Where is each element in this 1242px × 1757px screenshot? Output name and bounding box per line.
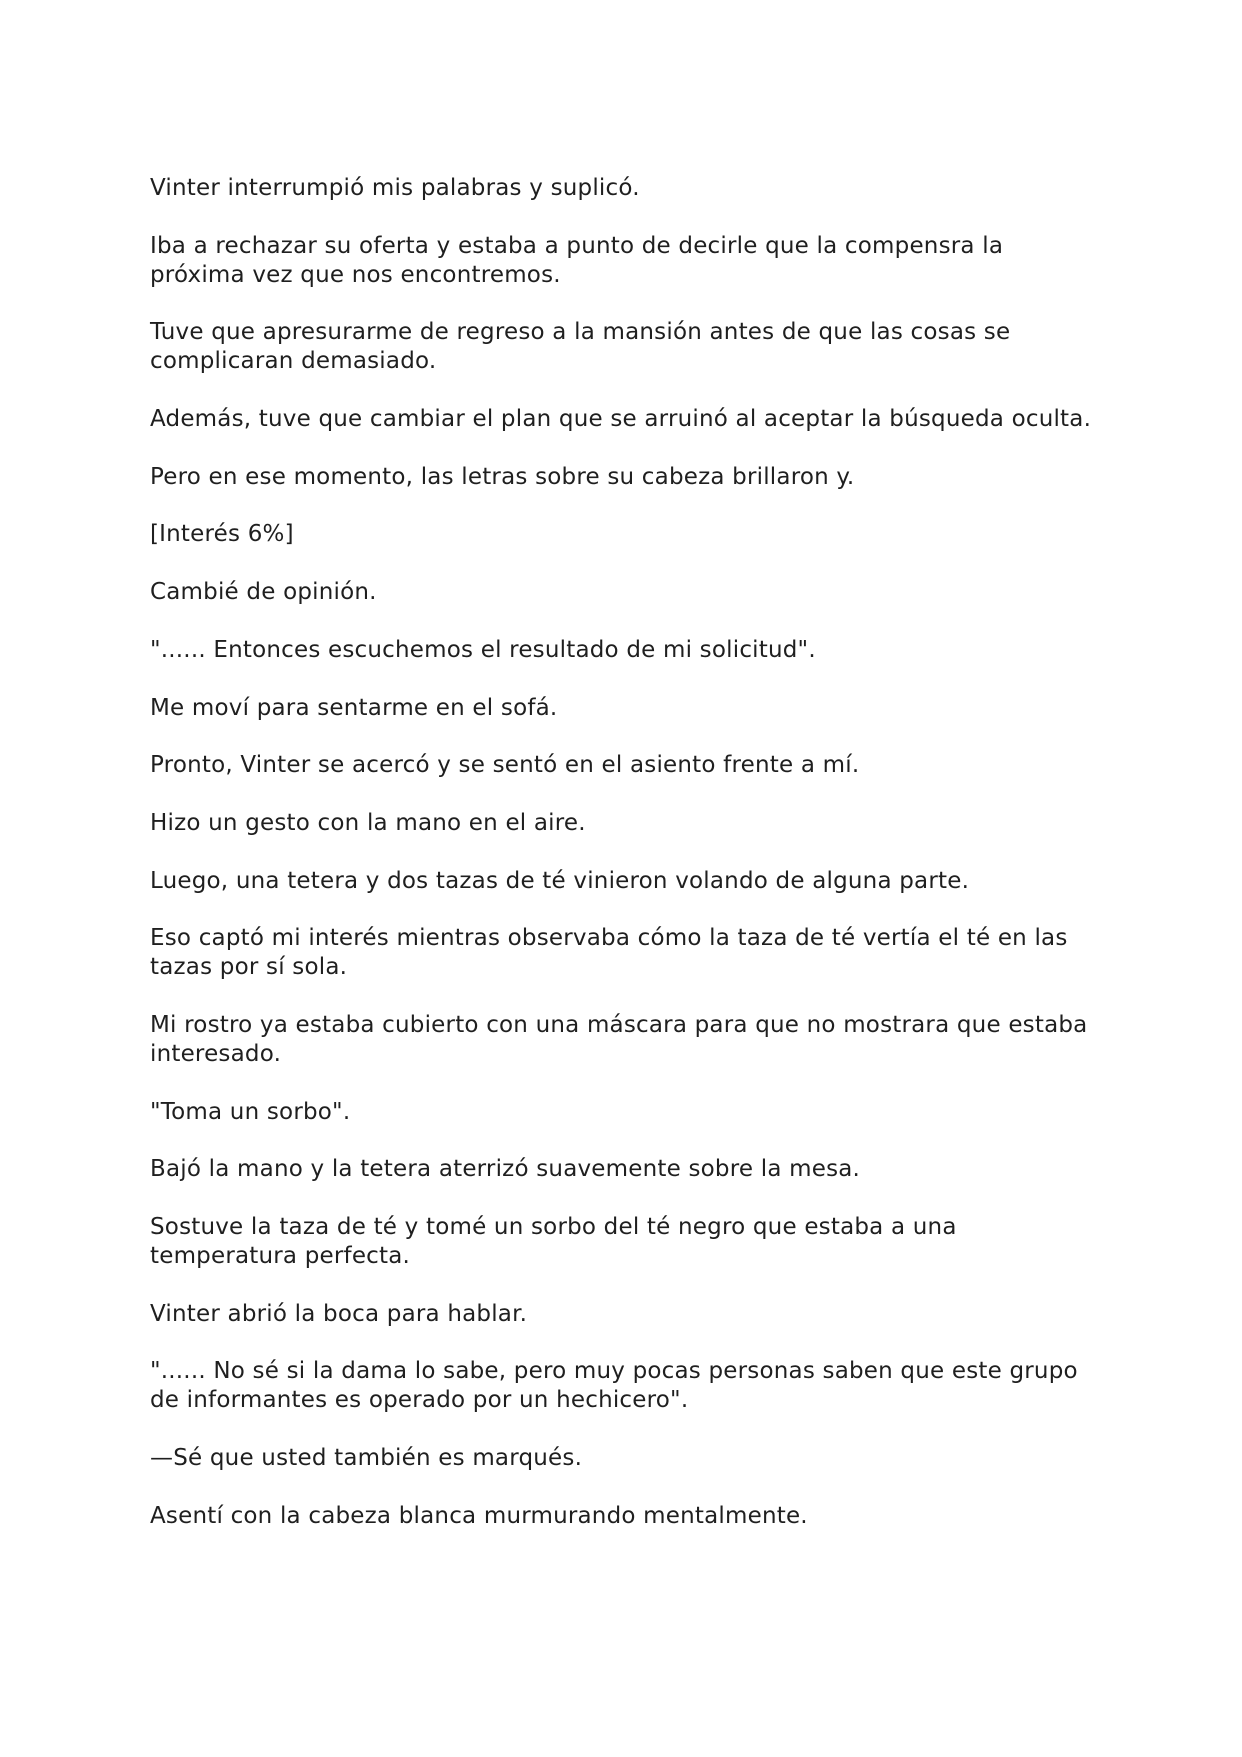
paragraph: —Sé que usted también es marqués. xyxy=(150,1445,583,1472)
paragraph: Eso captó mi interés mientras observaba cómo la taza de té vertía el té en las tazas por sí sola. xyxy=(150,925,1068,981)
paragraph: Bajó la mano y la tetera aterrizó suavemente sobre la mesa. xyxy=(150,1156,861,1183)
paragraph: Iba a rechazar su oferta y estaba a punto de decirle que la compensra la próxima vez que nos encontremos. xyxy=(150,232,1004,288)
paragraph: Pero en ese momento, las letras sobre su cabeza brillaron y. xyxy=(150,463,855,490)
paragraph: Tuve que apresurarme de regreso a la mansión antes de que las cosas se complicaran demasiado. xyxy=(150,319,1011,375)
paragraph: Luego, una tetera y dos tazas de té vinieron volando de alguna parte. xyxy=(150,867,970,894)
paragraph: Mi rostro ya estaba cubierto con una máscara para que no mostrara que estaba interesado. xyxy=(150,1011,1088,1067)
paragraph: Vinter interrumpió mis palabras y suplicó. xyxy=(150,175,640,201)
paragraph: Cambié de opinión. xyxy=(150,579,377,606)
paragraph: Sostuve la taza de té y tomé un sorbo del té negro que estaba a una temperatura perfecta. xyxy=(150,1214,957,1269)
document-body xyxy=(150,174,1100,1559)
paragraph: "...... No sé si la dama lo sabe, pero muy pocas personas saben que este grupo de informantes es operado por un hechicero". xyxy=(150,1358,1078,1414)
paragraph: Pronto, Vinter se acercó y se sentó en el asiento frente a mí. xyxy=(150,752,860,779)
paragraph: "Toma un sorbo". xyxy=(150,1098,351,1125)
paragraph: [Interés 6%] xyxy=(150,521,294,548)
paragraph: Asentí con la cabeza blanca murmurando mentalmente. xyxy=(150,1502,808,1529)
paragraph: Me moví para sentarme en el sofá. xyxy=(150,694,558,721)
paragraph: Hizo un gesto con la mano en el aire. xyxy=(150,809,586,836)
paragraph: "...... Entonces escuchemos el resultado de mi solicitud". xyxy=(150,636,816,663)
paragraph: Además, tuve que cambiar el plan que se arruinó al aceptar la búsqueda oculta. xyxy=(150,406,1092,433)
paragraph: Vinter abrió la boca para hablar. xyxy=(150,1300,528,1327)
